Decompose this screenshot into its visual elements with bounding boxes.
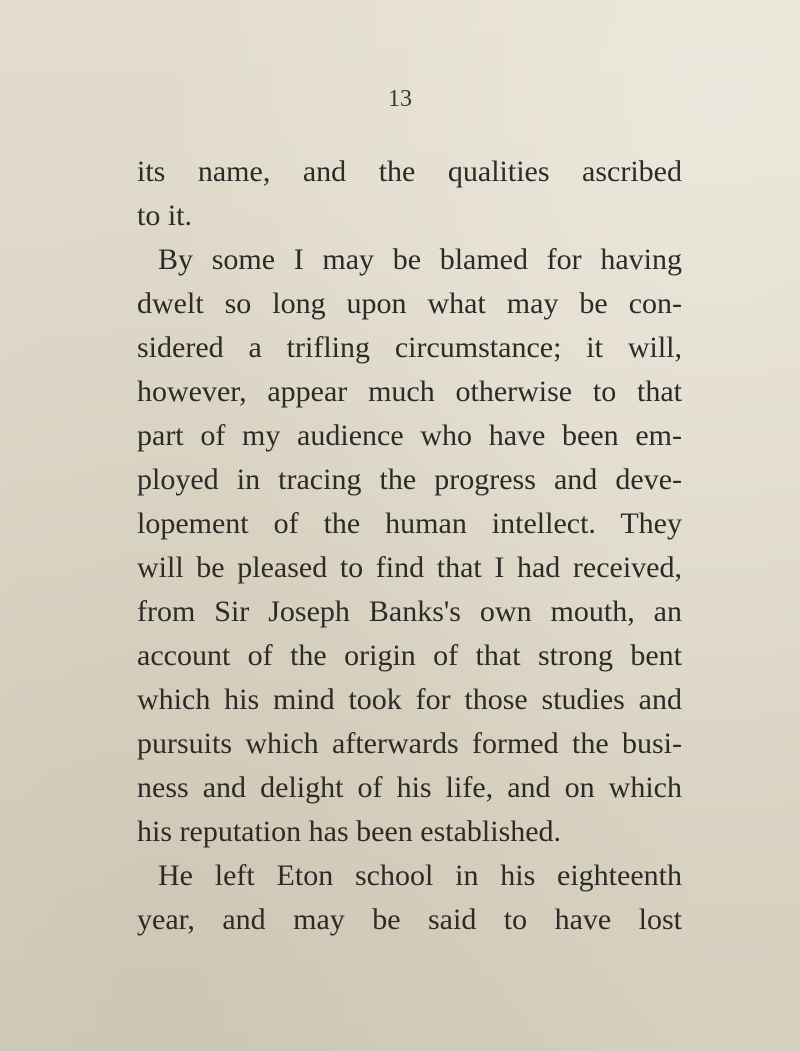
text-line: ness and delight of his life, and on which	[137, 771, 682, 804]
text-line: however, appear much otherwise to that	[137, 375, 682, 408]
body-text	[137, 150, 682, 942]
text-line: ployed in tracing the progress and deve-	[137, 463, 682, 496]
text-line: his reputation has been established.	[137, 815, 562, 848]
text-line: to it.	[137, 199, 193, 232]
text-line: year, and may be said to have lost	[137, 903, 682, 936]
text-line: lopement of the human intellect. They	[137, 507, 682, 540]
text-line: By some I may be blamed for having	[158, 243, 682, 276]
text-line: part of my audience who have been em-	[137, 419, 682, 452]
text-line: from Sir Joseph Banks's own mouth, an	[137, 595, 682, 628]
text-line: dwelt so long upon what may be con-	[137, 287, 682, 320]
text-line: which his mind took for those studies and	[137, 683, 682, 716]
page-number: 13	[388, 86, 412, 112]
text-line: He left Eton school in his eighteenth	[158, 859, 682, 892]
text-line: its name, and the qualities ascribed	[137, 155, 682, 188]
text-line: will be pleased to find that I had received,	[137, 551, 682, 584]
text-line: sidered a trifling circumstance; it will,	[137, 331, 682, 364]
text-line: pursuits which afterwards formed the busi-	[137, 727, 682, 760]
text-line: account of the origin of that strong bent	[137, 639, 682, 672]
